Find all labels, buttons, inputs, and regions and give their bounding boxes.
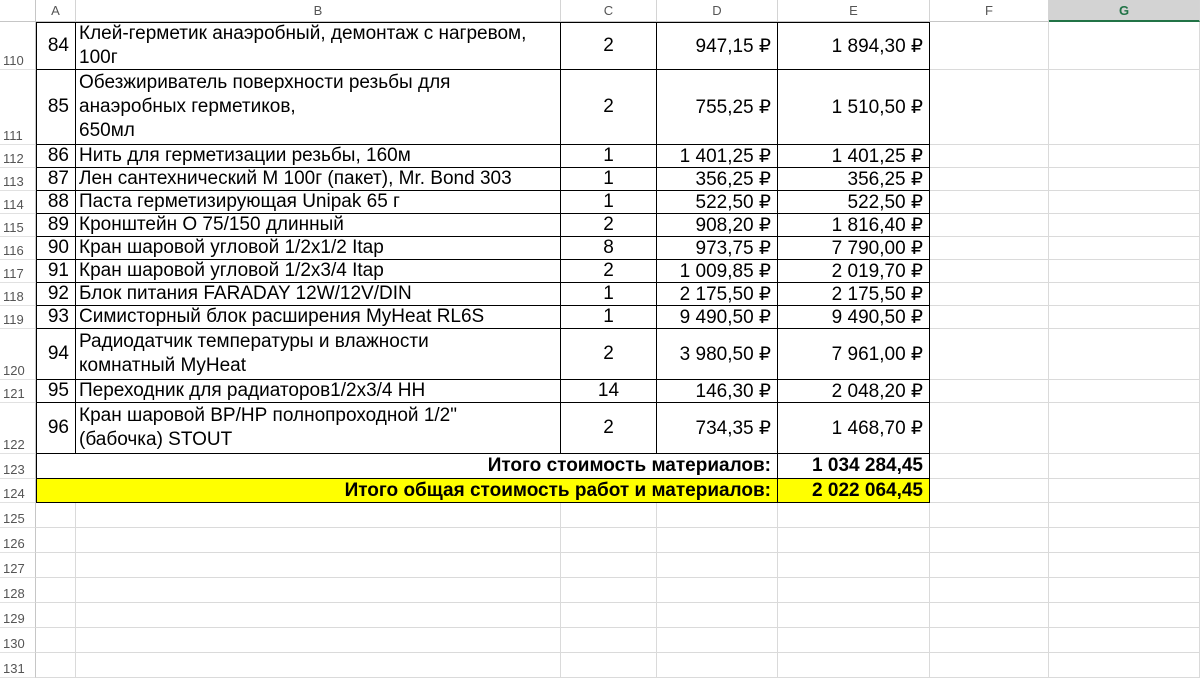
- cell-b128[interactable]: [76, 578, 561, 603]
- cell-c131[interactable]: [561, 653, 657, 678]
- cell-f127[interactable]: [930, 553, 1049, 578]
- item-sum[interactable]: 1 468,70 ₽: [778, 403, 930, 454]
- cell-g128[interactable]: [1049, 578, 1200, 603]
- cell-f117[interactable]: [930, 260, 1049, 283]
- cell-a128[interactable]: [36, 578, 76, 603]
- cell-d129[interactable]: [657, 603, 778, 628]
- row-header-128[interactable]: 128: [0, 578, 36, 603]
- cell-g115[interactable]: [1049, 214, 1200, 237]
- cell-d128[interactable]: [657, 578, 778, 603]
- row-header-111[interactable]: 111: [0, 70, 36, 145]
- cell-g114[interactable]: [1049, 191, 1200, 214]
- row-header-127[interactable]: 127: [0, 553, 36, 578]
- item-sum[interactable]: 2 048,20 ₽: [778, 380, 930, 403]
- item-name[interactable]: Лен сантехнический М 100г (пакет), Mr. Bond 303: [76, 168, 561, 191]
- cell-e129[interactable]: [778, 603, 930, 628]
- cell-a131[interactable]: [36, 653, 76, 678]
- cell-a126[interactable]: [36, 528, 76, 553]
- item-name[interactable]: Обезжириватель поверхности резьбы для анаэробных герметиков, 650мл: [76, 70, 561, 145]
- cell-c130[interactable]: [561, 628, 657, 653]
- item-price[interactable]: 1 009,85 ₽: [657, 260, 778, 283]
- cell-g124[interactable]: [1049, 479, 1200, 503]
- cell-g111[interactable]: [1049, 70, 1200, 145]
- item-price[interactable]: 356,25 ₽: [657, 168, 778, 191]
- cell-g120[interactable]: [1049, 329, 1200, 380]
- item-quantity[interactable]: 2: [561, 214, 657, 237]
- cell-g117[interactable]: [1049, 260, 1200, 283]
- row-header-115[interactable]: 115: [0, 214, 36, 237]
- cell-e126[interactable]: [778, 528, 930, 553]
- item-name[interactable]: Переходник для радиаторов1/2х3/4 НН: [76, 380, 561, 403]
- item-name[interactable]: Кран шаровой ВР/НР полнопроходной 1/2" (бабочка) STOUT: [76, 403, 561, 454]
- item-price[interactable]: 522,50 ₽: [657, 191, 778, 214]
- cell-e125[interactable]: [778, 503, 930, 528]
- item-quantity[interactable]: 2: [561, 403, 657, 454]
- item-number[interactable]: 92: [36, 283, 76, 306]
- cell-f126[interactable]: [930, 528, 1049, 553]
- column-header-d[interactable]: D: [657, 0, 778, 22]
- cell-g118[interactable]: [1049, 283, 1200, 306]
- item-number[interactable]: 86: [36, 145, 76, 168]
- item-price[interactable]: 973,75 ₽: [657, 237, 778, 260]
- cell-g131[interactable]: [1049, 653, 1200, 678]
- row-header-112[interactable]: 112: [0, 145, 36, 168]
- row-header-119[interactable]: 119: [0, 306, 36, 329]
- row-header-117[interactable]: 117: [0, 260, 36, 283]
- cell-f125[interactable]: [930, 503, 1049, 528]
- item-price[interactable]: 146,30 ₽: [657, 380, 778, 403]
- column-header-a[interactable]: A: [36, 0, 76, 22]
- cell-f112[interactable]: [930, 145, 1049, 168]
- item-sum[interactable]: 1 401,25 ₽: [778, 145, 930, 168]
- cell-e131[interactable]: [778, 653, 930, 678]
- item-sum[interactable]: 2 175,50 ₽: [778, 283, 930, 306]
- cell-g129[interactable]: [1049, 603, 1200, 628]
- item-sum[interactable]: 1 894,30 ₽: [778, 22, 930, 70]
- item-number[interactable]: 89: [36, 214, 76, 237]
- item-number[interactable]: 84: [36, 22, 76, 70]
- cell-b126[interactable]: [76, 528, 561, 553]
- item-sum[interactable]: 1 510,50 ₽: [778, 70, 930, 145]
- column-header-c[interactable]: C: [561, 0, 657, 22]
- column-header-g[interactable]: G: [1049, 0, 1200, 22]
- cell-g113[interactable]: [1049, 168, 1200, 191]
- row-header-130[interactable]: 130: [0, 628, 36, 653]
- row-header-123[interactable]: 123: [0, 454, 36, 479]
- cell-e127[interactable]: [778, 553, 930, 578]
- item-quantity[interactable]: 2: [561, 70, 657, 145]
- cell-g130[interactable]: [1049, 628, 1200, 653]
- item-number[interactable]: 88: [36, 191, 76, 214]
- row-header-110[interactable]: 110: [0, 22, 36, 70]
- item-name[interactable]: Кран шаровой угловой 1/2х1/2 Itap: [76, 237, 561, 260]
- cell-d127[interactable]: [657, 553, 778, 578]
- cell-f124[interactable]: [930, 479, 1049, 503]
- item-number[interactable]: 96: [36, 403, 76, 454]
- item-number[interactable]: 91: [36, 260, 76, 283]
- item-price[interactable]: 908,20 ₽: [657, 214, 778, 237]
- item-name[interactable]: Симисторный блок расширения MyHeat RL6S: [76, 306, 561, 329]
- cell-f131[interactable]: [930, 653, 1049, 678]
- cell-c125[interactable]: [561, 503, 657, 528]
- cell-a125[interactable]: [36, 503, 76, 528]
- cell-f121[interactable]: [930, 380, 1049, 403]
- cell-g110[interactable]: [1049, 22, 1200, 70]
- cell-d130[interactable]: [657, 628, 778, 653]
- item-price[interactable]: 1 401,25 ₽: [657, 145, 778, 168]
- materials-total-value[interactable]: 1 034 284,45: [778, 454, 930, 479]
- cell-f111[interactable]: [930, 70, 1049, 145]
- item-price[interactable]: 947,15 ₽: [657, 22, 778, 70]
- cell-g112[interactable]: [1049, 145, 1200, 168]
- item-price[interactable]: 734,35 ₽: [657, 403, 778, 454]
- cell-f114[interactable]: [930, 191, 1049, 214]
- item-number[interactable]: 93: [36, 306, 76, 329]
- item-number[interactable]: 90: [36, 237, 76, 260]
- cell-f122[interactable]: [930, 403, 1049, 454]
- item-name[interactable]: Нить для герметизации резьбы, 160м: [76, 145, 561, 168]
- item-name[interactable]: Кронштейн О 75/150 длинный: [76, 214, 561, 237]
- row-header-121[interactable]: 121: [0, 380, 36, 403]
- cell-g123[interactable]: [1049, 454, 1200, 479]
- item-sum[interactable]: 522,50 ₽: [778, 191, 930, 214]
- row-header-116[interactable]: 116: [0, 237, 36, 260]
- column-header-e[interactable]: E: [778, 0, 930, 22]
- cell-f119[interactable]: [930, 306, 1049, 329]
- grand-total-label[interactable]: Итого общая стоимость работ и материалов:: [36, 479, 778, 503]
- row-header-129[interactable]: 129: [0, 603, 36, 628]
- cell-f115[interactable]: [930, 214, 1049, 237]
- row-header-120[interactable]: 120: [0, 329, 36, 380]
- item-number[interactable]: 87: [36, 168, 76, 191]
- item-sum[interactable]: 7 961,00 ₽: [778, 329, 930, 380]
- row-header-131[interactable]: 131: [0, 653, 36, 678]
- item-sum[interactable]: 2 019,70 ₽: [778, 260, 930, 283]
- item-sum[interactable]: 356,25 ₽: [778, 168, 930, 191]
- row-header-113[interactable]: 113: [0, 168, 36, 191]
- item-name[interactable]: Паста герметизирующая Unipak 65 г: [76, 191, 561, 214]
- cell-f130[interactable]: [930, 628, 1049, 653]
- cell-c126[interactable]: [561, 528, 657, 553]
- cell-d125[interactable]: [657, 503, 778, 528]
- cell-g121[interactable]: [1049, 380, 1200, 403]
- cell-f118[interactable]: [930, 283, 1049, 306]
- cell-e130[interactable]: [778, 628, 930, 653]
- column-header-f[interactable]: F: [930, 0, 1049, 22]
- item-quantity[interactable]: 1: [561, 191, 657, 214]
- item-number[interactable]: 85: [36, 70, 76, 145]
- item-quantity[interactable]: 1: [561, 283, 657, 306]
- select-all-corner[interactable]: [0, 0, 36, 22]
- cell-b125[interactable]: [76, 503, 561, 528]
- item-name[interactable]: Радиодатчик температуры и влажности комнатный MyHeat: [76, 329, 561, 380]
- cell-c127[interactable]: [561, 553, 657, 578]
- item-price[interactable]: 755,25 ₽: [657, 70, 778, 145]
- item-name[interactable]: Клей-герметик анаэробный, демонтаж с нагревом, 100г: [76, 22, 561, 70]
- cell-f129[interactable]: [930, 603, 1049, 628]
- materials-total-label[interactable]: Итого стоимость материалов:: [36, 454, 778, 479]
- cell-d126[interactable]: [657, 528, 778, 553]
- cell-g119[interactable]: [1049, 306, 1200, 329]
- cell-f110[interactable]: [930, 22, 1049, 70]
- item-price[interactable]: 3 980,50 ₽: [657, 329, 778, 380]
- row-header-124[interactable]: 124: [0, 479, 36, 503]
- row-header-118[interactable]: 118: [0, 283, 36, 306]
- cell-d131[interactable]: [657, 653, 778, 678]
- item-quantity[interactable]: 14: [561, 380, 657, 403]
- column-header-b[interactable]: B: [76, 0, 561, 22]
- item-sum[interactable]: 9 490,50 ₽: [778, 306, 930, 329]
- cell-f123[interactable]: [930, 454, 1049, 479]
- cell-g125[interactable]: [1049, 503, 1200, 528]
- item-number[interactable]: 94: [36, 329, 76, 380]
- cell-a130[interactable]: [36, 628, 76, 653]
- cell-a127[interactable]: [36, 553, 76, 578]
- item-price[interactable]: 9 490,50 ₽: [657, 306, 778, 329]
- item-number[interactable]: 95: [36, 380, 76, 403]
- cell-g126[interactable]: [1049, 528, 1200, 553]
- item-quantity[interactable]: 1: [561, 145, 657, 168]
- cell-a129[interactable]: [36, 603, 76, 628]
- cell-b129[interactable]: [76, 603, 561, 628]
- item-quantity[interactable]: 2: [561, 22, 657, 70]
- cell-b130[interactable]: [76, 628, 561, 653]
- row-header-125[interactable]: 125: [0, 503, 36, 528]
- cell-b127[interactable]: [76, 553, 561, 578]
- cell-f120[interactable]: [930, 329, 1049, 380]
- cell-g116[interactable]: [1049, 237, 1200, 260]
- cell-f113[interactable]: [930, 168, 1049, 191]
- cell-b131[interactable]: [76, 653, 561, 678]
- cell-c128[interactable]: [561, 578, 657, 603]
- item-quantity[interactable]: 8: [561, 237, 657, 260]
- cell-g122[interactable]: [1049, 403, 1200, 454]
- item-name[interactable]: Кран шаровой угловой 1/2х3/4 Itap: [76, 260, 561, 283]
- row-header-114[interactable]: 114: [0, 191, 36, 214]
- cell-e128[interactable]: [778, 578, 930, 603]
- item-quantity[interactable]: 1: [561, 168, 657, 191]
- item-sum[interactable]: 1 816,40 ₽: [778, 214, 930, 237]
- item-quantity[interactable]: 1: [561, 306, 657, 329]
- item-price[interactable]: 2 175,50 ₽: [657, 283, 778, 306]
- item-sum[interactable]: 7 790,00 ₽: [778, 237, 930, 260]
- row-header-126[interactable]: 126: [0, 528, 36, 553]
- cell-c129[interactable]: [561, 603, 657, 628]
- row-header-122[interactable]: 122: [0, 403, 36, 454]
- cell-f116[interactable]: [930, 237, 1049, 260]
- grand-total-value[interactable]: 2 022 064,45: [778, 479, 930, 503]
- cell-g127[interactable]: [1049, 553, 1200, 578]
- item-quantity[interactable]: 2: [561, 329, 657, 380]
- cell-f128[interactable]: [930, 578, 1049, 603]
- item-name[interactable]: Блок питания FARADAY 12W/12V/DIN: [76, 283, 561, 306]
- item-quantity[interactable]: 2: [561, 260, 657, 283]
